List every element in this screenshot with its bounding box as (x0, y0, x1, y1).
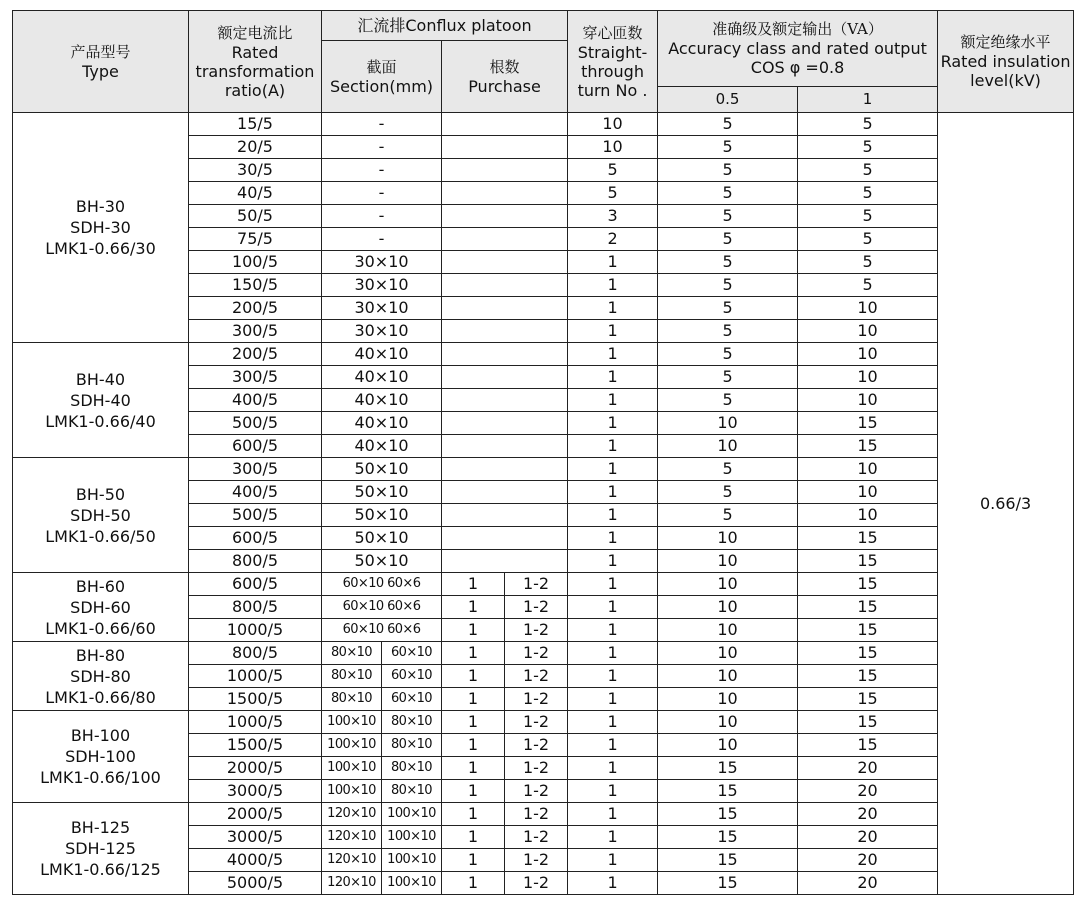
section-cell: 50×10 (322, 504, 442, 527)
section-cell-b: 60×10 (382, 688, 442, 711)
purchase-cell-a: 1 (442, 757, 505, 780)
purchase-cell-b: 1-2 (505, 872, 568, 895)
va1-cell: 20 (798, 826, 938, 849)
turns-cell: 1 (568, 688, 658, 711)
table-row (13, 458, 1074, 481)
turns-cell: 1 (568, 458, 658, 481)
turns-cell: 1 (568, 619, 658, 642)
va05-cell: 5 (658, 389, 798, 412)
turns-cell: 2 (568, 228, 658, 251)
va1-cell: 15 (798, 665, 938, 688)
turns-cell: 1 (568, 435, 658, 458)
purchase-cell-b: 1-2 (505, 688, 568, 711)
ratio-cell: 150/5 (189, 274, 322, 297)
purchase-cell-b: 1-2 (505, 757, 568, 780)
purchase-cell (442, 297, 568, 320)
purchase-cell (442, 159, 568, 182)
va1-cell: 5 (798, 136, 938, 159)
purchase-cell-b: 1-2 (505, 711, 568, 734)
purchase-cell-a: 1 (442, 826, 505, 849)
header-purchase (442, 41, 568, 113)
section-cell: 50×10 (322, 458, 442, 481)
model-name: SDH-40 (70, 390, 131, 410)
section-cell-b: 100×10 (382, 872, 442, 895)
va05-cell: 10 (658, 734, 798, 757)
purchase-cell (442, 228, 568, 251)
ratio-cell: 800/5 (189, 642, 322, 665)
turns-cell: 1 (568, 665, 658, 688)
purchase-cell (442, 343, 568, 366)
va1-cell: 10 (798, 458, 938, 481)
turns-cell: 1 (568, 734, 658, 757)
va05-cell: 5 (658, 297, 798, 320)
purchase-cell-b: 1-2 (505, 780, 568, 803)
section-cell-b: 60×10 (382, 642, 442, 665)
turns-cell: 1 (568, 481, 658, 504)
ratio-cell: 4000/5 (189, 849, 322, 872)
model-cell (13, 113, 189, 343)
section-cell: 30×10 (322, 274, 442, 297)
va1-cell: 10 (798, 389, 938, 412)
va1-cell: 10 (798, 297, 938, 320)
header-accuracy-cn: 准确级及额定输出（VA） (712, 20, 883, 38)
section-cell-a: 100×10 (322, 780, 382, 803)
va1-cell: 15 (798, 619, 938, 642)
section-cell-a: 120×10 (322, 826, 382, 849)
header-section (322, 41, 442, 113)
va1-cell: 15 (798, 734, 938, 757)
turns-cell: 1 (568, 573, 658, 596)
turns-cell: 1 (568, 780, 658, 803)
purchase-cell-a: 1 (442, 665, 505, 688)
turns-cell: 1 (568, 251, 658, 274)
model-name: BH-125 (70, 818, 131, 837)
purchase-cell-a: 1 (442, 596, 505, 619)
va05-cell: 5 (658, 320, 798, 343)
purchase-cell-b: 1-2 (505, 803, 568, 826)
purchase-cell-b: 1-2 (505, 642, 568, 665)
table-body (13, 113, 1074, 895)
header-insulation-en2: level(kV) (970, 71, 1041, 90)
va05-cell: 5 (658, 113, 798, 136)
model-cell (13, 458, 189, 573)
section-cell-a: 120×10 (322, 872, 382, 895)
va1-cell: 5 (798, 274, 938, 297)
va1-cell: 5 (798, 159, 938, 182)
va05-cell: 5 (658, 251, 798, 274)
va05-cell: 5 (658, 182, 798, 205)
header-conflux: 汇流排Conflux platoon (322, 11, 568, 41)
va1-cell: 20 (798, 780, 938, 803)
turns-cell: 1 (568, 642, 658, 665)
section-cell-a: 120×10 (322, 849, 382, 872)
header-section-en: Section(mm) (329, 76, 434, 96)
insulation-cell: 0.66/3 (938, 113, 1074, 895)
table-header (13, 11, 1074, 113)
va05-cell: 10 (658, 665, 798, 688)
turns-cell: 1 (568, 527, 658, 550)
model-name: LMK1-0.66/30 (45, 239, 156, 258)
section-cell-b: 80×10 (382, 780, 442, 803)
ratio-cell: 1000/5 (189, 665, 322, 688)
ratio-cell: 40/5 (189, 182, 322, 205)
ratio-cell: 200/5 (189, 343, 322, 366)
section-cell: 50×10 (322, 481, 442, 504)
table-row (13, 642, 1074, 665)
section-cell: 40×10 (322, 343, 442, 366)
va1-cell: 15 (798, 412, 938, 435)
turns-cell: 1 (568, 389, 658, 412)
model-cell (13, 573, 189, 642)
turns-cell: 1 (568, 596, 658, 619)
section-cell: 60×10 60×6 (322, 619, 442, 642)
header-insulation-cn: 额定绝缘水平 (960, 33, 1051, 51)
purchase-cell-a: 1 (442, 849, 505, 872)
ratio-cell: 500/5 (189, 412, 322, 435)
va1-cell: 15 (798, 435, 938, 458)
va05-cell: 5 (658, 228, 798, 251)
turns-cell: 1 (568, 826, 658, 849)
model-name: SDH-125 (65, 839, 136, 858)
va1-cell: 15 (798, 711, 938, 734)
purchase-cell-a: 1 (442, 780, 505, 803)
section-cell-a: 100×10 (322, 734, 382, 757)
turns-cell: 10 (568, 136, 658, 159)
va1-cell: 15 (798, 527, 938, 550)
header-turns-cn: 穿心匝数 (582, 23, 643, 42)
header-class-1: 1 (798, 87, 938, 113)
section-cell: 30×10 (322, 320, 442, 343)
header-turns (568, 11, 658, 113)
section-cell: - (322, 159, 442, 182)
section-cell: 50×10 (322, 550, 442, 573)
ratio-cell: 3000/5 (189, 780, 322, 803)
va1-cell: 10 (798, 366, 938, 389)
turns-cell: 1 (568, 872, 658, 895)
section-cell-a: 120×10 (322, 803, 382, 826)
purchase-cell-b: 1-2 (505, 826, 568, 849)
section-cell: - (322, 182, 442, 205)
va05-cell: 10 (658, 642, 798, 665)
va1-cell: 20 (798, 757, 938, 780)
model-name: BH-100 (70, 726, 131, 745)
ratio-cell: 3000/5 (189, 826, 322, 849)
va05-cell: 15 (658, 803, 798, 826)
purchase-cell (442, 435, 568, 458)
va05-cell: 5 (658, 504, 798, 527)
ratio-cell: 75/5 (189, 228, 322, 251)
ratio-cell: 30/5 (189, 159, 322, 182)
model-name: LMK1-0.66/80 (45, 687, 156, 707)
va1-cell: 5 (798, 228, 938, 251)
va05-cell: 10 (658, 550, 798, 573)
header-purchase-cn: 根数 (489, 57, 520, 76)
ratio-cell: 400/5 (189, 389, 322, 412)
purchase-cell (442, 458, 568, 481)
model-name: LMK1-0.66/50 (45, 526, 156, 546)
header-turns-en2: through (581, 61, 644, 81)
va05-cell: 15 (658, 849, 798, 872)
purchase-cell (442, 550, 568, 573)
purchase-cell-a: 1 (442, 688, 505, 711)
model-cell (13, 711, 189, 803)
model-name: LMK1-0.66/40 (45, 411, 156, 431)
va05-cell: 15 (658, 780, 798, 803)
va1-cell: 15 (798, 550, 938, 573)
model-cell (13, 343, 189, 458)
va05-cell: 5 (658, 481, 798, 504)
purchase-cell (442, 320, 568, 343)
va1-cell: 5 (798, 251, 938, 274)
va05-cell: 15 (658, 757, 798, 780)
turns-cell: 1 (568, 849, 658, 872)
purchase-cell (442, 182, 568, 205)
model-name: BH-80 (75, 645, 126, 665)
section-cell: - (322, 205, 442, 228)
purchase-cell-b: 1-2 (505, 734, 568, 757)
section-cell-a: 80×10 (322, 642, 382, 665)
model-name: SDH-80 (70, 666, 131, 686)
section-cell: 40×10 (322, 435, 442, 458)
purchase-cell (442, 504, 568, 527)
va05-cell: 15 (658, 826, 798, 849)
header-section-cn: 截面 (366, 57, 397, 76)
ratio-cell: 500/5 (189, 504, 322, 527)
header-ratio-en3: ratio(A) (224, 80, 286, 100)
ratio-cell: 15/5 (189, 113, 322, 136)
model-name: SDH-50 (70, 505, 131, 525)
purchase-cell (442, 366, 568, 389)
ratio-cell: 400/5 (189, 481, 322, 504)
ratio-cell: 1500/5 (189, 688, 322, 711)
ratio-cell: 1000/5 (189, 711, 322, 734)
model-name: SDH-30 (70, 218, 131, 237)
section-cell: 30×10 (322, 297, 442, 320)
header-class-05: 0.5 (658, 87, 798, 113)
turns-cell: 1 (568, 757, 658, 780)
purchase-cell (442, 136, 568, 159)
turns-cell: 1 (568, 412, 658, 435)
model-name: BH-30 (75, 197, 126, 216)
ratio-cell: 50/5 (189, 205, 322, 228)
model-cell (13, 642, 189, 711)
turns-cell: 1 (568, 320, 658, 343)
ratio-cell: 200/5 (189, 297, 322, 320)
model-name: SDH-100 (65, 747, 136, 766)
header-accuracy-en1: Accuracy class and rated output (668, 39, 927, 58)
purchase-cell-a: 1 (442, 642, 505, 665)
purchase-cell (442, 251, 568, 274)
va1-cell: 15 (798, 642, 938, 665)
ratio-cell: 300/5 (189, 366, 322, 389)
va05-cell: 5 (658, 366, 798, 389)
section-cell-b: 100×10 (382, 826, 442, 849)
va1-cell: 5 (798, 205, 938, 228)
header-accuracy-en2: COS φ =0.8 (750, 58, 845, 77)
ratio-cell: 600/5 (189, 435, 322, 458)
ratio-cell: 2000/5 (189, 757, 322, 780)
header-ratio-cn: 额定电流比 (217, 23, 293, 42)
header-type (13, 11, 189, 113)
header-ratio-en1: Rated (231, 42, 279, 62)
model-name: LMK1-0.66/100 (40, 768, 161, 787)
header-turns-en1: Straight- (577, 42, 648, 62)
va05-cell: 5 (658, 274, 798, 297)
va05-cell: 5 (658, 205, 798, 228)
va1-cell: 15 (798, 596, 938, 619)
purchase-cell-b: 1-2 (505, 665, 568, 688)
purchase-cell (442, 527, 568, 550)
ratio-cell: 800/5 (189, 596, 322, 619)
section-cell: 60×10 60×6 (322, 596, 442, 619)
model-cell (13, 803, 189, 895)
purchase-cell-b: 1-2 (505, 596, 568, 619)
section-cell-b: 100×10 (382, 803, 442, 826)
va05-cell: 10 (658, 619, 798, 642)
section-cell-b: 80×10 (382, 734, 442, 757)
model-name: BH-50 (75, 484, 126, 504)
va05-cell: 5 (658, 343, 798, 366)
purchase-cell (442, 274, 568, 297)
va1-cell: 20 (798, 872, 938, 895)
header-purchase-en: Purchase (468, 76, 541, 96)
va1-cell: 5 (798, 182, 938, 205)
ratio-cell: 100/5 (189, 251, 322, 274)
va05-cell: 10 (658, 688, 798, 711)
turns-cell: 5 (568, 159, 658, 182)
va05-cell: 10 (658, 412, 798, 435)
section-cell-b: 80×10 (382, 711, 442, 734)
section-cell-a: 100×10 (322, 757, 382, 780)
ratio-cell: 20/5 (189, 136, 322, 159)
va1-cell: 5 (798, 113, 938, 136)
model-name: LMK1-0.66/60 (45, 618, 156, 638)
ratio-cell: 600/5 (189, 573, 322, 596)
purchase-cell (442, 389, 568, 412)
turns-cell: 10 (568, 113, 658, 136)
va1-cell: 10 (798, 504, 938, 527)
section-cell: 40×10 (322, 366, 442, 389)
section-cell: 60×10 60×6 (322, 573, 442, 596)
ratio-cell: 800/5 (189, 550, 322, 573)
purchase-cell (442, 481, 568, 504)
table-row (13, 803, 1074, 826)
header-insulation-en1: Rated insulation (940, 52, 1071, 71)
va1-cell: 10 (798, 343, 938, 366)
section-cell: - (322, 113, 442, 136)
section-cell: - (322, 136, 442, 159)
ratio-cell: 300/5 (189, 320, 322, 343)
section-cell: - (322, 228, 442, 251)
purchase-cell-a: 1 (442, 734, 505, 757)
va1-cell: 15 (798, 688, 938, 711)
va1-cell: 10 (798, 481, 938, 504)
section-cell-b: 100×10 (382, 849, 442, 872)
va05-cell: 5 (658, 458, 798, 481)
model-name: SDH-60 (70, 597, 131, 617)
ratio-cell: 1000/5 (189, 619, 322, 642)
section-cell: 50×10 (322, 527, 442, 550)
ratio-cell: 2000/5 (189, 803, 322, 826)
purchase-cell (442, 412, 568, 435)
section-cell-a: 80×10 (322, 665, 382, 688)
turns-cell: 1 (568, 343, 658, 366)
va05-cell: 10 (658, 527, 798, 550)
turns-cell: 1 (568, 366, 658, 389)
purchase-cell (442, 205, 568, 228)
table-row (13, 573, 1074, 596)
va05-cell: 5 (658, 136, 798, 159)
va05-cell: 10 (658, 573, 798, 596)
turns-cell: 1 (568, 803, 658, 826)
spec-table (12, 10, 1074, 895)
turns-cell: 1 (568, 504, 658, 527)
purchase-cell (442, 113, 568, 136)
table-row (13, 711, 1074, 734)
ratio-cell: 300/5 (189, 458, 322, 481)
purchase-cell-a: 1 (442, 711, 505, 734)
turns-cell: 1 (568, 711, 658, 734)
turns-cell: 3 (568, 205, 658, 228)
va1-cell: 20 (798, 849, 938, 872)
purchase-cell-b: 1-2 (505, 573, 568, 596)
header-accuracy (658, 11, 938, 87)
turns-cell: 5 (568, 182, 658, 205)
model-name: BH-40 (75, 369, 126, 389)
header-insulation (938, 11, 1074, 113)
header-turns-en3: turn No . (577, 80, 648, 100)
va1-cell: 20 (798, 803, 938, 826)
turns-cell: 1 (568, 550, 658, 573)
turns-cell: 1 (568, 297, 658, 320)
purchase-cell-b: 1-2 (505, 849, 568, 872)
table-row (13, 343, 1074, 366)
header-type-en: Type (82, 61, 119, 81)
ratio-cell: 600/5 (189, 527, 322, 550)
purchase-cell-a: 1 (442, 872, 505, 895)
model-name: BH-60 (75, 576, 126, 596)
table-row (13, 113, 1074, 136)
model-name: LMK1-0.66/125 (40, 860, 161, 879)
section-cell-a: 100×10 (322, 711, 382, 734)
purchase-cell-a: 1 (442, 619, 505, 642)
va05-cell: 15 (658, 872, 798, 895)
va05-cell: 10 (658, 711, 798, 734)
section-cell: 30×10 (322, 251, 442, 274)
section-cell-b: 80×10 (382, 757, 442, 780)
va05-cell: 5 (658, 159, 798, 182)
ratio-cell: 1500/5 (189, 734, 322, 757)
section-cell: 40×10 (322, 389, 442, 412)
purchase-cell-a: 1 (442, 573, 505, 596)
ratio-cell: 5000/5 (189, 872, 322, 895)
turns-cell: 1 (568, 274, 658, 297)
purchase-cell-a: 1 (442, 803, 505, 826)
purchase-cell-b: 1-2 (505, 619, 568, 642)
section-cell-b: 60×10 (382, 665, 442, 688)
header-ratio (189, 11, 322, 113)
va1-cell: 15 (798, 573, 938, 596)
va05-cell: 10 (658, 596, 798, 619)
va1-cell: 10 (798, 320, 938, 343)
section-cell: 40×10 (322, 412, 442, 435)
header-ratio-en2: transformation (195, 61, 315, 81)
section-cell-a: 80×10 (322, 688, 382, 711)
va05-cell: 10 (658, 435, 798, 458)
header-type-cn: 产品型号 (70, 42, 131, 61)
